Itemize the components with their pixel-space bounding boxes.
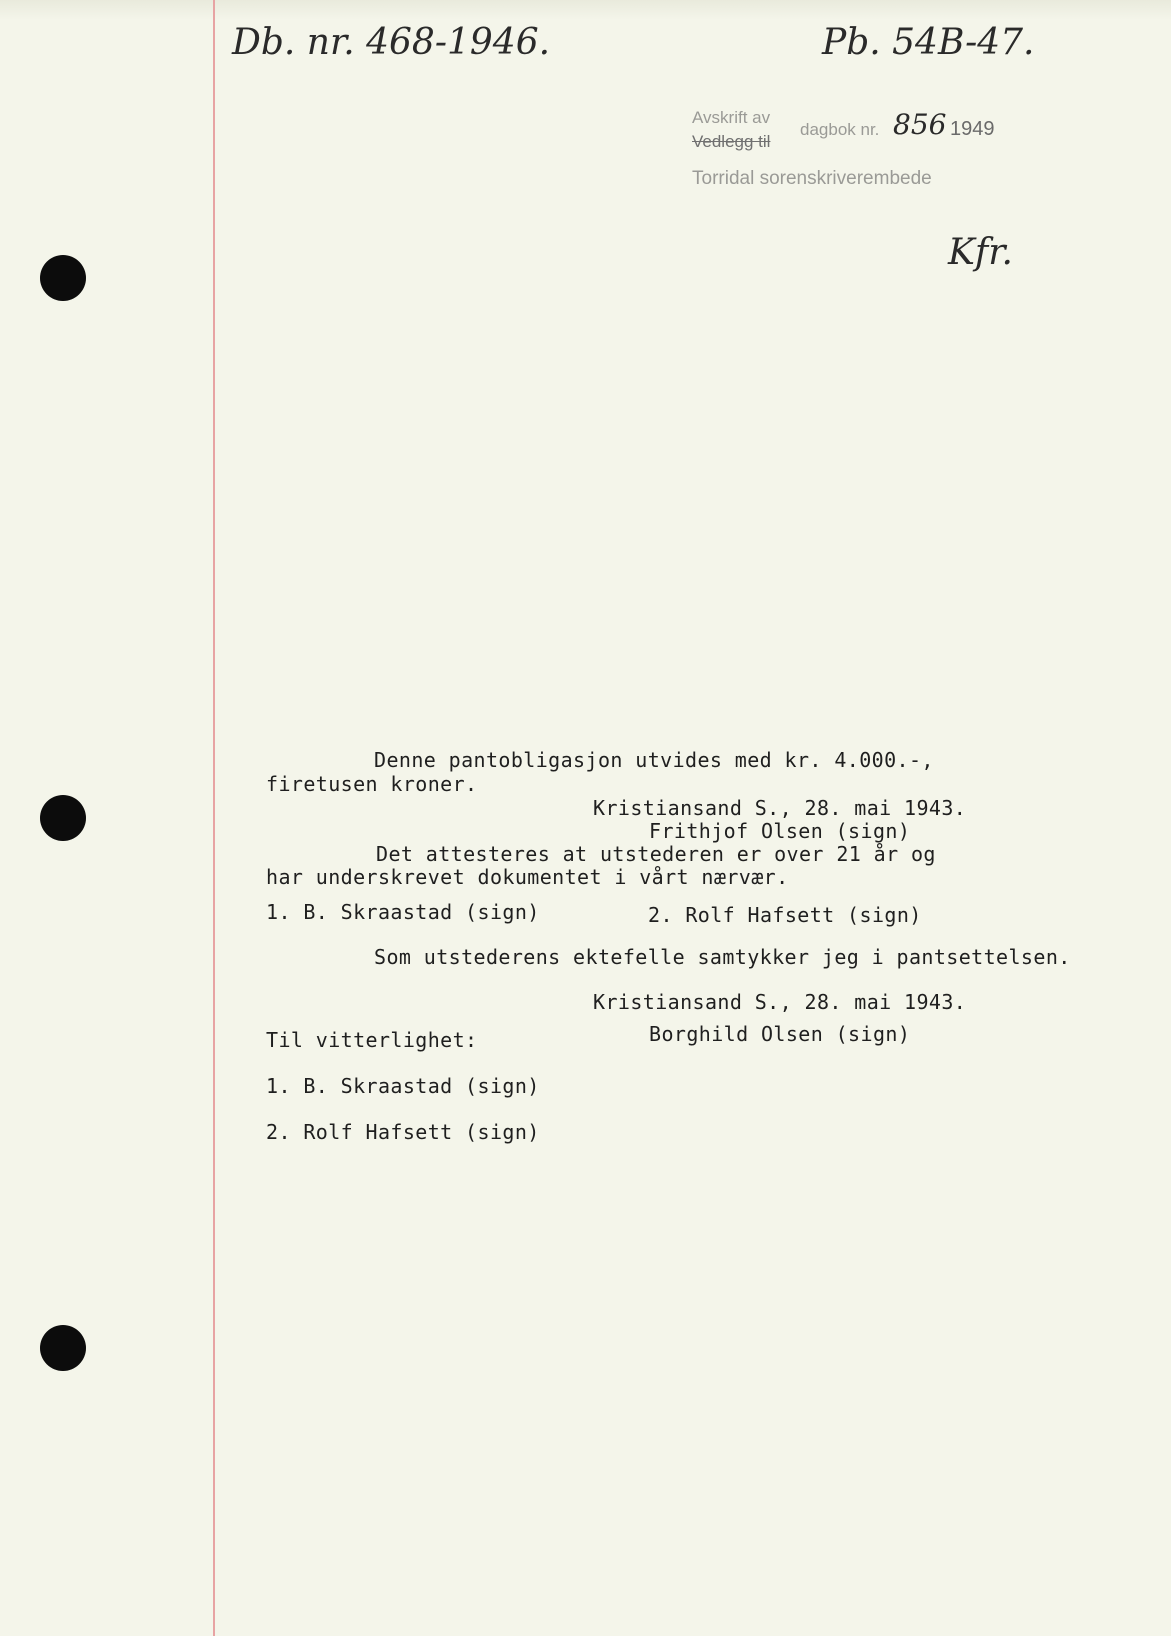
- stamp-dagbok-label: dagbok nr.: [800, 120, 880, 139]
- witness-2: 2. Rolf Hafsett (sign): [648, 903, 922, 927]
- attest-line-2: har underskrevet dokumentet i vårt nærvær.: [266, 865, 789, 889]
- punch-hole-middle: [40, 795, 86, 841]
- witness-1: 1. B. Skraastad (sign): [266, 900, 540, 924]
- stamp-vedlegg-struck: Vedlegg til: [692, 132, 771, 151]
- stamp-office: Torridal sorenskriverembede: [692, 168, 932, 189]
- page-top-edge: [0, 0, 1171, 20]
- witness-list-1: 1. B. Skraastad (sign): [266, 1074, 540, 1098]
- place-date-1: Kristiansand S., 28. mai 1943.: [593, 796, 967, 820]
- attest-line-1: Det attesteres at utstederen er over 21 år og: [376, 842, 936, 866]
- handwritten-initials: Kfr.: [948, 232, 1013, 273]
- consent-line: Som utstederens ektefelle samtykker jeg i pantsettelsen.: [374, 945, 1071, 969]
- signer-1: Frithjof Olsen (sign): [649, 819, 911, 843]
- body-line-1: Denne pantobligasjon utvides med kr. 4.000.-,: [374, 748, 934, 772]
- punch-hole-bottom: [40, 1325, 86, 1371]
- body-line-2: firetusen kroner.: [266, 772, 478, 796]
- punch-hole-top: [40, 255, 86, 301]
- handwritten-db-number: Db. nr. 468-1946.: [232, 22, 551, 63]
- red-margin-line: [213, 0, 215, 1636]
- place-date-2: Kristiansand S., 28. mai 1943.: [593, 990, 967, 1014]
- stamp-avskrift: Avskrift av: [692, 108, 771, 127]
- stamp-dagbok-number: 856: [893, 108, 947, 141]
- stamp-year: 1949: [950, 118, 995, 140]
- handwritten-pb-number: Pb. 54B-47.: [822, 22, 1035, 63]
- signer-2: Borghild Olsen (sign): [649, 1022, 911, 1046]
- witness-list-2: 2. Rolf Hafsett (sign): [266, 1120, 540, 1144]
- til-vitterlighet: Til vitterlighet:: [266, 1028, 478, 1052]
